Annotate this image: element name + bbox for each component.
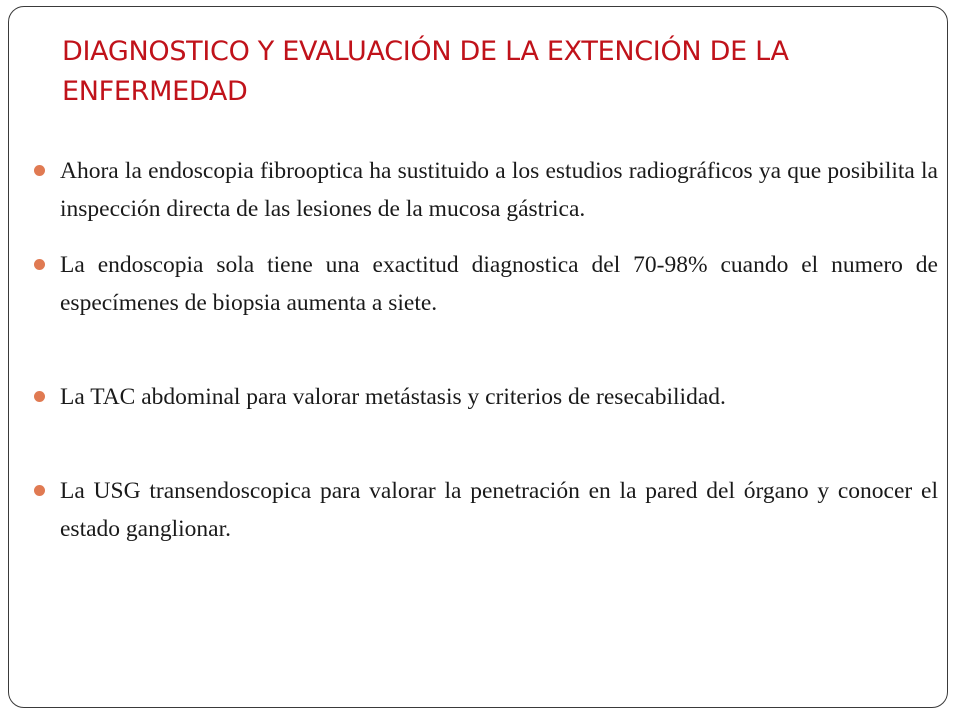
slide-title: DIAGNOSTICO Y EVALUACIÓN DE LA EXTENCIÓN DE LA ENFERMEDAD (62, 36, 789, 107)
bullet-item-endoscopia-fibrooptica (34, 152, 938, 228)
bullet-item-tac-abdominal (34, 378, 938, 416)
bullet-text: Ahora la endoscopia fibrooptica ha sustituido a los estudios radiográficos ya que posibilita la inspección directa de las lesiones de la mucosa gástrica. (60, 158, 938, 222)
bullet-item-exactitud-diagnostica (34, 246, 938, 322)
bullet-dot-icon (34, 165, 45, 176)
bullet-text: La USG transendoscopica para valorar la penetración en la pared del órgano y conocer el estado ganglionar. (60, 478, 938, 542)
bullet-dot-icon (34, 485, 45, 496)
bullet-dot-icon (34, 391, 45, 402)
bullet-dot-icon (34, 259, 45, 270)
bullet-text: La TAC abdominal para valorar metástasis y criterios de resecabilidad. (60, 384, 726, 410)
bullet-item-usg-transendoscopica (34, 472, 938, 548)
bullet-text: La endoscopia sola tiene una exactitud diagnostica del 70-98% cuando el numero de especímenes de biopsia aumenta a siete. (60, 252, 938, 316)
bullet-list (34, 152, 938, 548)
